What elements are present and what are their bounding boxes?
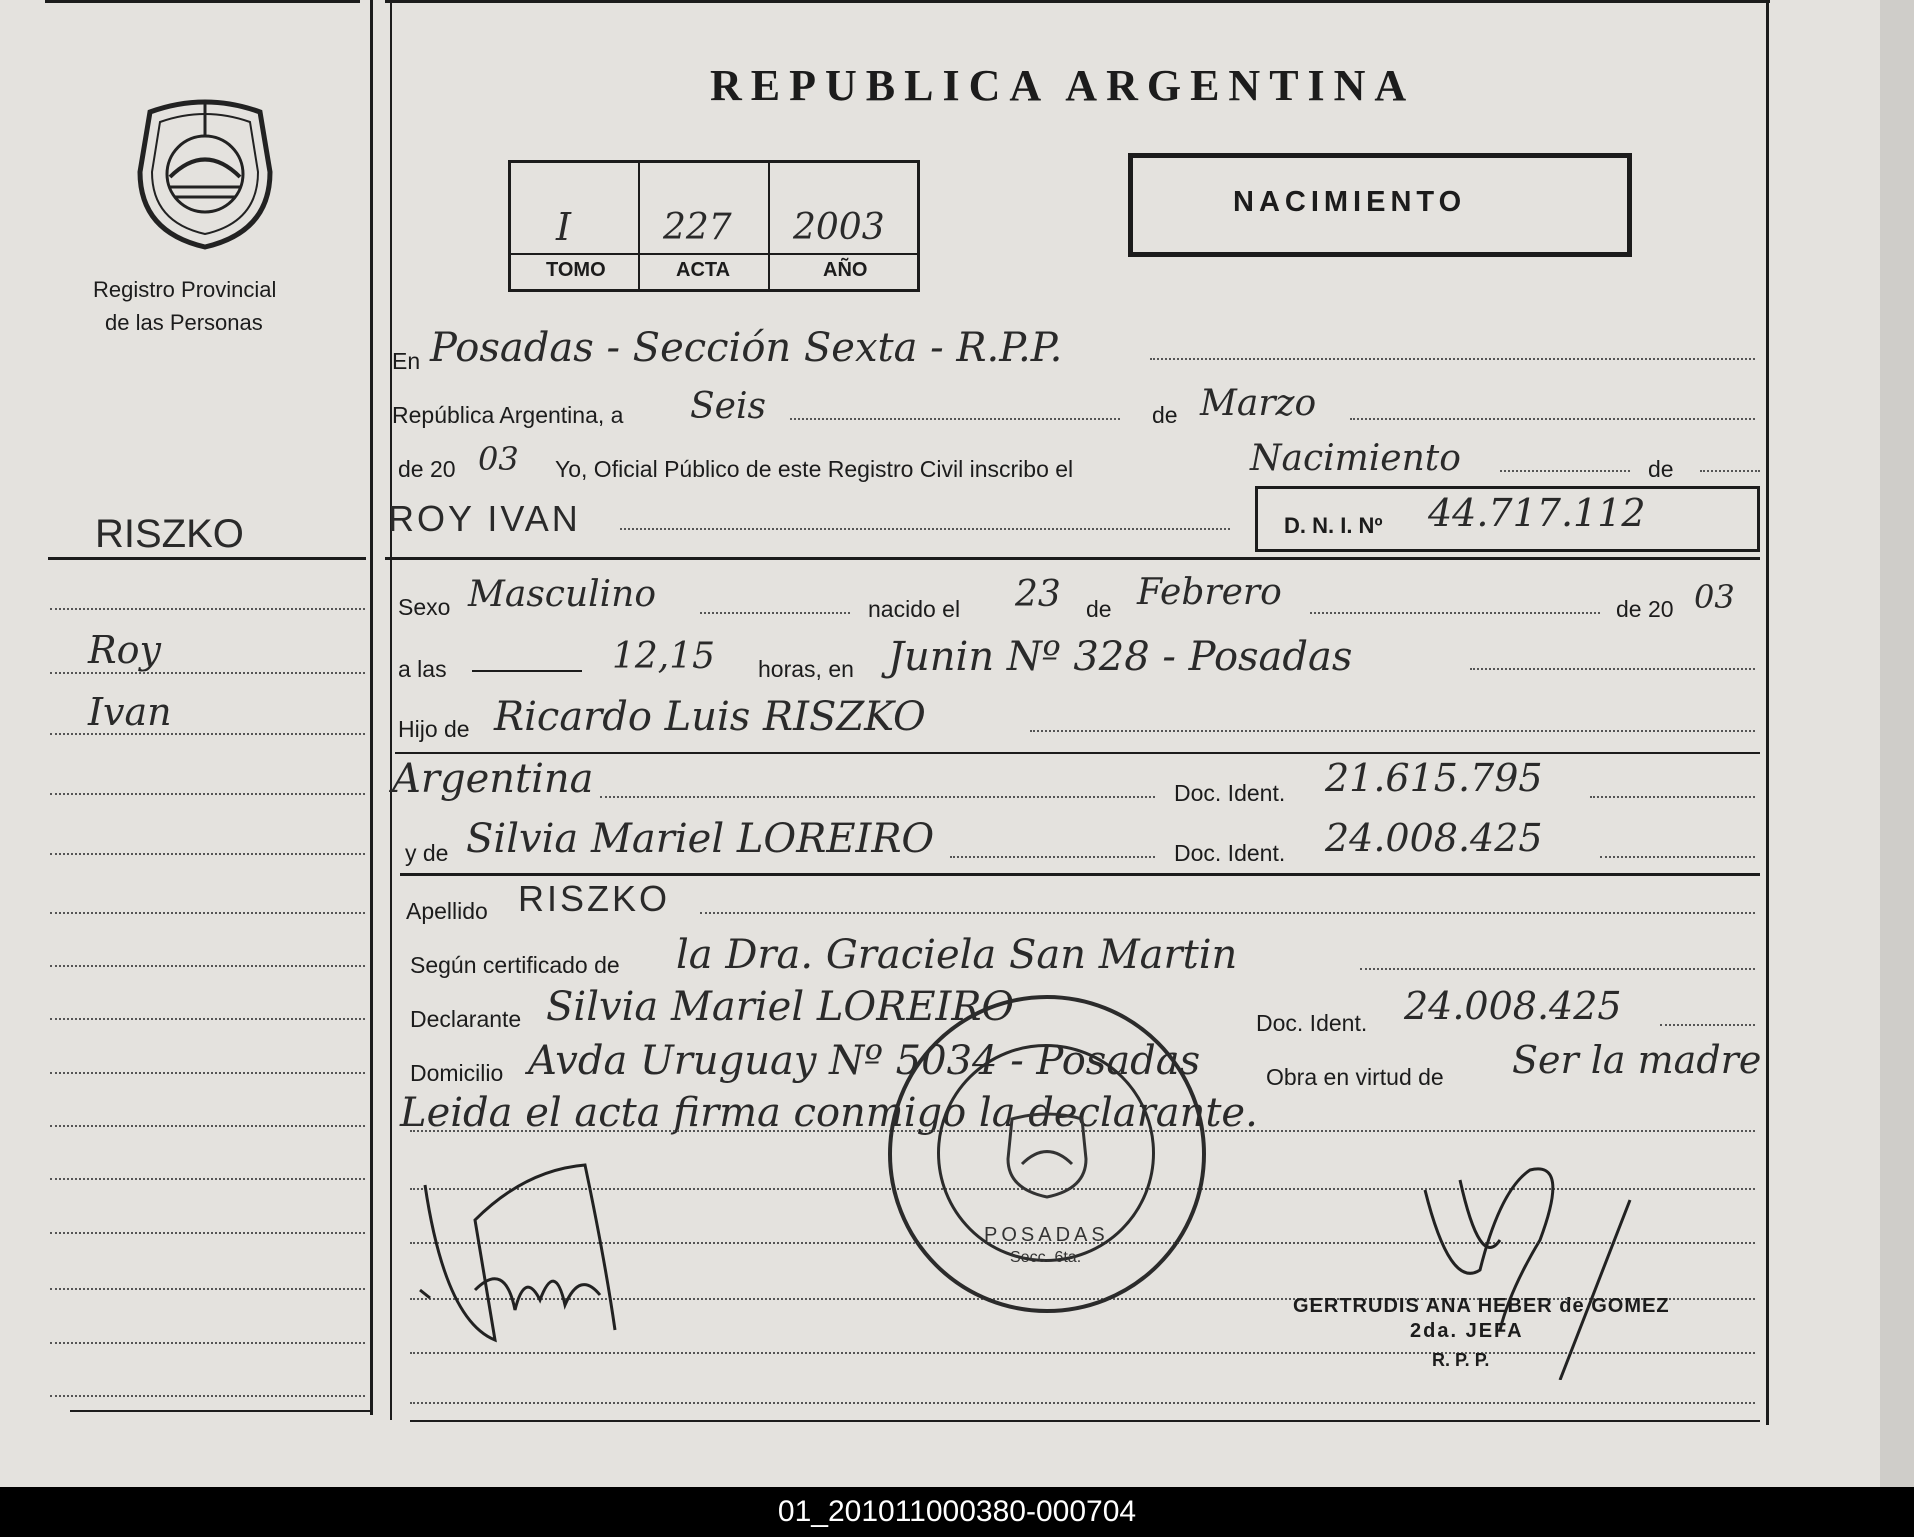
margin-line: [50, 965, 365, 967]
month-line: [1350, 418, 1755, 420]
day-value: Seis: [690, 386, 766, 427]
tomo-value: I: [556, 205, 572, 249]
month-value: Marzo: [1200, 383, 1317, 424]
record-type-box: [1128, 153, 1632, 257]
margin-line: [50, 1178, 365, 1180]
margin-line: [50, 853, 365, 855]
declarante-doc-line: [1660, 1024, 1755, 1026]
domicilio-label: Domicilio: [410, 1060, 504, 1086]
seal-emblem: [1002, 1109, 1092, 1204]
closing-text: Leida el acta firma conmigo la declarante.: [400, 1090, 1258, 1136]
right-border: [1766, 0, 1769, 1425]
birth-day: 23: [1015, 574, 1061, 615]
ano-value: 2003: [793, 207, 885, 248]
birth-month: Febrero: [1137, 572, 1282, 613]
nacido-label: nacido el: [868, 596, 961, 622]
record-number-box: [508, 160, 920, 292]
father-nationality: Argentina: [392, 756, 594, 802]
de2-line: [1700, 470, 1760, 472]
seal-sub: Secc. 6ta.: [1010, 1249, 1082, 1266]
registry-line1: Registro Provincial: [93, 277, 277, 302]
ano-label: AÑO: [823, 259, 868, 281]
alas-label: a las: [398, 656, 447, 682]
full-name-line: [620, 528, 1230, 530]
act-type-line: [1500, 470, 1630, 472]
mother-doc-line: [1600, 856, 1755, 858]
apellido-line: [700, 912, 1755, 914]
margin-name1: Roy: [88, 628, 161, 672]
hour-value: 12,15: [612, 636, 716, 677]
year-prefix: de 20: [398, 456, 456, 482]
de3-label: de: [1086, 596, 1112, 622]
sexo-line: [700, 612, 850, 614]
segun-label: Según certificado de: [410, 952, 620, 978]
section-rule-1: [385, 557, 1760, 560]
bottom-border-left: [70, 1410, 370, 1412]
father-line: [1030, 730, 1755, 732]
dni-box: [1255, 486, 1760, 552]
page-edge: [1880, 0, 1914, 1487]
margin-line: [50, 1232, 365, 1234]
birth-place: Junin Nº 328 - Posadas: [888, 634, 1353, 680]
margin-divider: [370, 0, 373, 1415]
birth-place-line: [1470, 668, 1755, 670]
place-line: [1150, 358, 1755, 360]
margin-line: [50, 912, 365, 914]
margin-line: [50, 1125, 365, 1127]
father-doc-line: [1590, 796, 1755, 798]
sexo-value: Masculino: [468, 574, 657, 615]
apellido-value: RISZKO: [518, 878, 671, 919]
dni-value: 44.717.112: [1428, 491, 1646, 535]
obra-label: Obra en virtud de: [1266, 1064, 1444, 1090]
top-border-right: [385, 0, 1770, 3]
registry-line2: de las Personas: [105, 310, 263, 335]
stamp-unit: R. P. P.: [1432, 1350, 1490, 1370]
doc-label-mother: Doc. Ident.: [1174, 840, 1286, 866]
top-border-left: [45, 0, 360, 3]
margin-line: [50, 1288, 365, 1290]
alas-dash: [472, 670, 582, 672]
stamp-role: 2da. JEFA: [1410, 1320, 1524, 1342]
birth-month-line: [1310, 612, 1600, 614]
country-title: REPUBLICA ARGENTINA: [710, 61, 1416, 110]
margin-line: [50, 793, 365, 795]
seal-city: POSADAS: [984, 1224, 1109, 1246]
sexo-label: Sexo: [398, 594, 451, 620]
declarante-doc: 24.008.425: [1404, 984, 1622, 1028]
father-name: Ricardo Luis RISZKO: [494, 694, 926, 740]
margin-surname: RISZKO: [95, 512, 244, 556]
doc-label-declarante: Doc. Ident.: [1256, 1010, 1368, 1036]
apellido-label: Apellido: [406, 898, 488, 924]
provincial-emblem: [130, 92, 280, 252]
nationality-line: [600, 796, 1155, 798]
certificado-value: la Dra. Graciela San Martin: [676, 932, 1238, 978]
en-label: En: [392, 348, 421, 374]
declarant-signature: [415, 1140, 675, 1350]
section-rule-2: [395, 752, 1760, 754]
box-label-divider: [511, 253, 917, 255]
acta-value: 227: [663, 207, 732, 248]
father-doc: 21.615.795: [1325, 756, 1543, 800]
acta-label: ACTA: [676, 259, 731, 281]
obra-value: Ser la madre: [1512, 1038, 1762, 1082]
day-line: [790, 418, 1120, 420]
cell-divider-2: [768, 163, 770, 289]
bottom-border-right: [410, 1420, 1760, 1422]
left-page-edge: [390, 0, 392, 1420]
hijo-label: Hijo de: [398, 716, 470, 742]
doc-label-father: Doc. Ident.: [1174, 780, 1286, 806]
official-seal: [888, 995, 1206, 1313]
declarante-label: Declarante: [410, 1006, 522, 1032]
margin-line: [50, 1018, 365, 1020]
stamp-name: GERTRUDIS ANA HEBER de GOMEZ: [1293, 1295, 1670, 1317]
margin-surname-line: [48, 557, 366, 560]
record-type: NACIMIENTO: [1233, 186, 1467, 218]
mother-doc: 24.008.425: [1325, 816, 1543, 860]
section-rule-3: [400, 873, 1760, 876]
place-value: Posadas - Sección Sexta - R.P.P.: [430, 325, 1063, 371]
act-type: Nacimiento: [1250, 438, 1461, 479]
cell-divider-1: [638, 163, 640, 289]
margin-line: [50, 1072, 365, 1074]
margin-name2: Ivan: [88, 690, 172, 734]
year-suffix: 03: [478, 440, 519, 478]
republica-label: República Argentina, a: [392, 402, 624, 428]
full-name: ROY IVAN: [388, 498, 581, 539]
yo-text: Yo, Oficial Público de este Registro Civil inscribo el: [555, 456, 1074, 482]
mother-line: [950, 856, 1155, 858]
officer-signature: [1420, 1150, 1640, 1380]
domicilio-value: Avda Uruguay Nº 5034 - Posadas: [528, 1038, 1201, 1084]
dni-label: D. N. I. Nº: [1284, 513, 1383, 538]
de2-label: de: [1648, 456, 1674, 482]
margin-line: [50, 733, 365, 735]
declarante-value: Silvia Mariel LOREIRO: [546, 984, 1015, 1030]
mother-name: Silvia Mariel LOREIRO: [466, 816, 935, 862]
form-line: [410, 1402, 1755, 1404]
horas-label: horas, en: [758, 656, 854, 682]
image-id-footer: 01_201011000380-000704: [0, 1487, 1914, 1537]
margin-line: [50, 608, 365, 610]
de-label: de: [1152, 402, 1178, 428]
margin-line: [50, 1395, 365, 1397]
certificado-line: [1360, 968, 1755, 970]
margin-line: [50, 672, 365, 674]
birth-year-suffix: 03: [1694, 578, 1735, 616]
margin-line: [50, 1342, 365, 1344]
yde-label: y de: [405, 840, 449, 866]
tomo-label: TOMO: [546, 259, 606, 281]
birth-year-prefix: de 20: [1616, 596, 1674, 622]
